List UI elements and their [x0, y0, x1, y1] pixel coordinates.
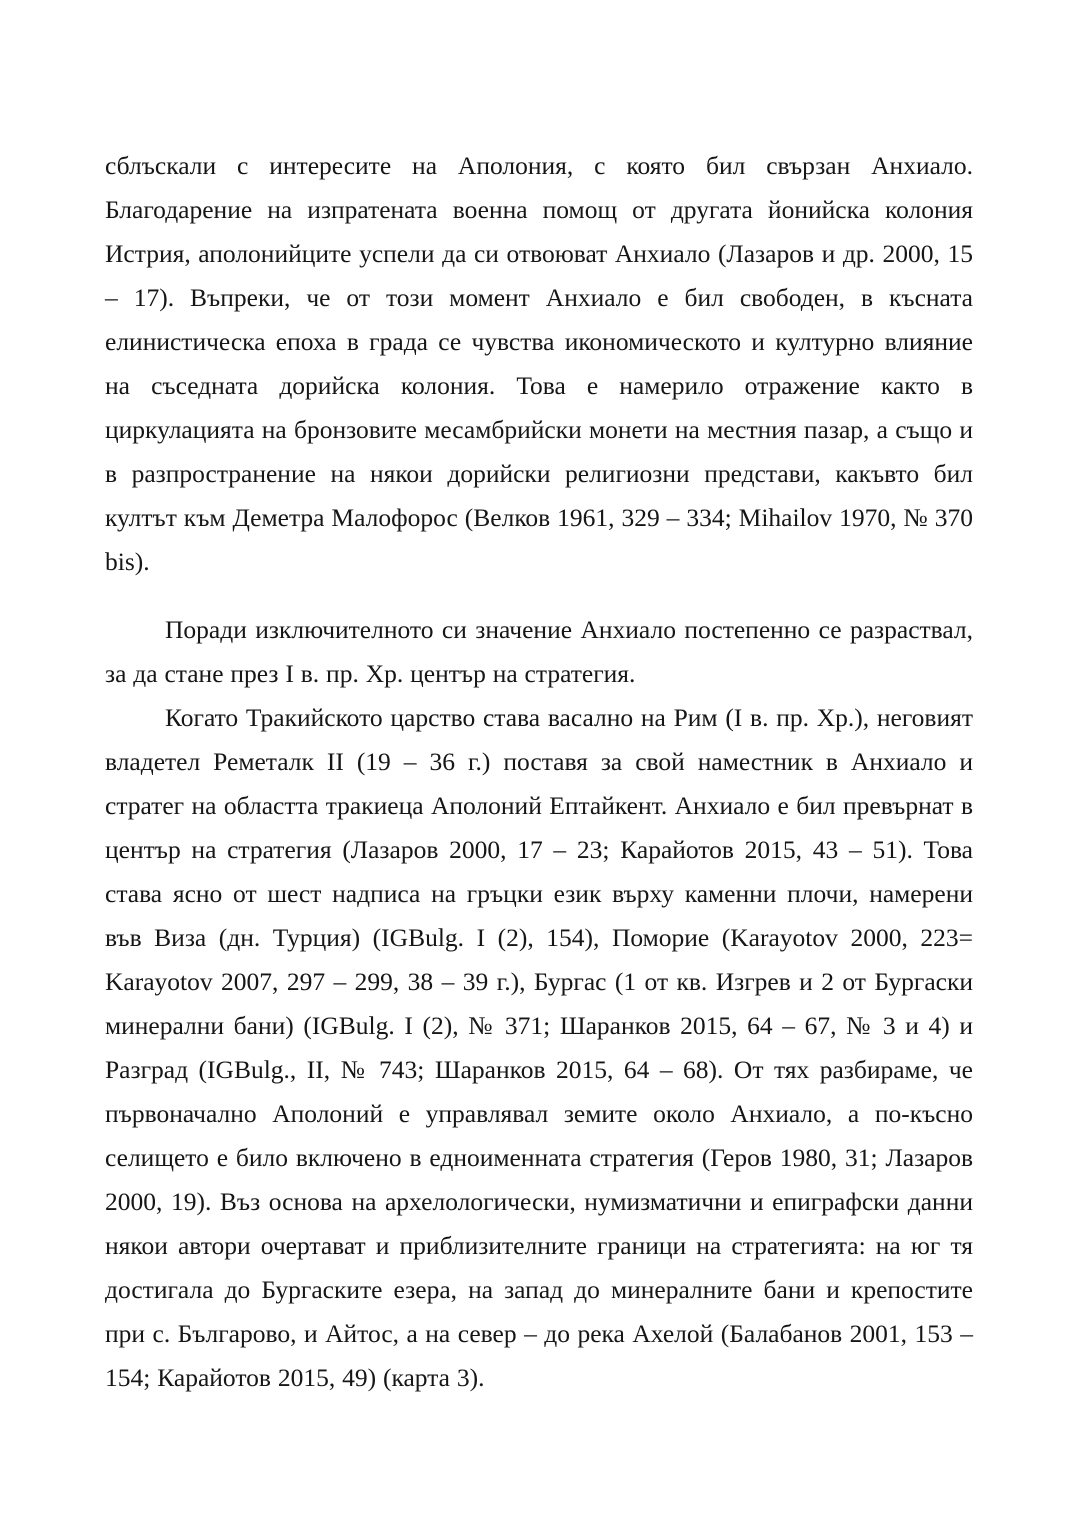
paragraph-thracian-kingdom: Когато Тракийското царство става васално на Рим (I в. пр. Хр.), неговият владетел Реметалк II (19 – 36 г.) поставя за свой наместник в Анхиало и стратег на областта тракиеца Аполоний Ептайкент. Анхиало е бил превърнат в център на стратегия (Лазаров 2000, 17 – 23; Карайотов 2015, 43 – 51). Това става ясно от шест надписа на гръцки език върху каменни плочи, намерени във Виза (дн. Турция) (IGBulg. I (2), 154), Поморие (Karayotov 2000, 223= Karayotov 2007, 297 – 299, 38 – 39 г.), Бургас (1 от кв. Изгрев и 2 от Бургаски минерални бани) (IGBulg. I (2), № 371; Шаранков 2015, 64 – 67, № 3 и 4) и Разград (IGBulg., II, № 743; Шаранков 2015, 64 – 68). От тях разбираме, че първоначално Аполоний е управлявал земите около Анхиало, а по-късно селището е било включено в едноименната стратегия (Геров 1980, 31; Лазаров 2000, 19). Въз основа на архелологически, нумизматични и епиграфски данни някои автори очертават и приблизителните граници на стратегията: на юг тя достигала до Бургаските езера, на запад до минералните бани и крепостите при с. Българово, и Айтос, а на север – до река Ахелой (Балабанов 2001, 153 – 154; Карайотов 2015, 49) (карта 3).: [105, 703, 973, 1392]
paragraph-strategy-center: Поради изключителното си значение Анхиало постепенно се разраствал, за да стане през I в. пр. Хр. център на стратегия.: [105, 615, 973, 688]
text-block: [105, 144, 973, 1400]
paragraph-continuation: сблъскали с интересите на Аполония, с която бил свързан Анхиало. Благодарение на изпратената военна помощ от другата йонийска колония Истрия, аполонийците успели да си отвоюват Анхиало (Лазаров и др. 2000, 15 – 17). Въпреки, че от този момент Анхиало е бил свободен, в късната елинистическа епоха в града се чувства икономическото и културно влияние на съседната дорийска колония. Това е намерило отражение както в циркулацията на бронзовите месамбрийски монети на местния пазар, а също и в разпространение на някои дорийски религиозни представи, какъвто бил култът към Деметра Малофорос (Велков 1961, 329 – 334; Mihailov 1970, № 370 bis).: [105, 151, 973, 576]
